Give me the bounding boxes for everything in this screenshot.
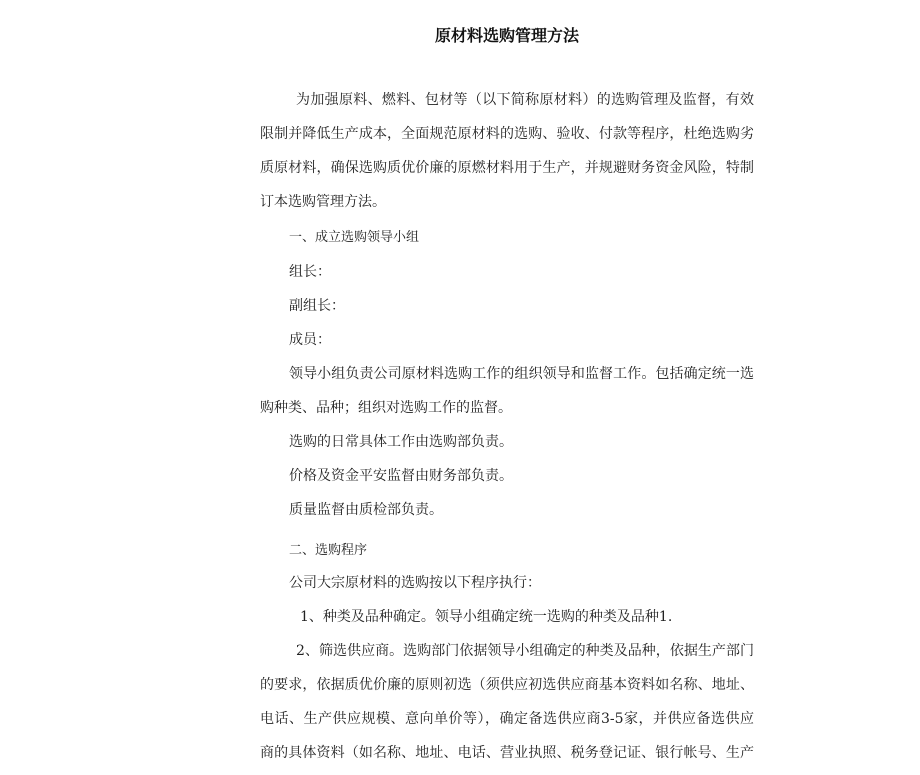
duty-line-2: 购种类、品种；组织对选购工作的监督。 bbox=[260, 400, 512, 416]
daily-line: 选购的日常具体工作由选购部负责。 bbox=[289, 434, 513, 450]
deputy-line: 副组长： bbox=[289, 298, 345, 314]
step2-line-4: 商的具体资料（如名称、地址、电话、营业执照、税务登记证、银行帐号、生产 bbox=[260, 745, 754, 761]
intro-line-1: 为加强原料、燃料、包材等（以下简称原材料）的选购管理及监督，有效 bbox=[296, 92, 754, 108]
section1-heading: 一、成立选购领导小组 bbox=[289, 230, 420, 245]
step1-line: 1、种类及品种确定。领导小组确定统一选购的种类及品种1. bbox=[300, 609, 673, 625]
duty-line-1: 领导小组负责公司原材料选购工作的组织领导和监督工作。包括确定统一选 bbox=[289, 366, 754, 382]
quality-line: 质量监督由质检部负责。 bbox=[289, 502, 443, 518]
step2-line-3: 电话、生产供应规模、意向单价等），确定备选供应商3-5家，并供应备选供应 bbox=[260, 711, 754, 727]
step2-line-1: 2、筛选供应商。选购部门依据领导小组确定的种类及品种，依据生产部门 bbox=[296, 643, 754, 659]
section2-heading: 二、选购程序 bbox=[289, 543, 368, 558]
finance-line: 价格及资金平安监督由财务部负责。 bbox=[289, 468, 513, 484]
intro-line-3: 质原材料，确保选购质优价廉的原燃材料用于生产，并规避财务资金风险，特制 bbox=[260, 160, 754, 176]
intro-line-4: 订本选购管理方法。 bbox=[260, 194, 386, 210]
procedure-intro-line: 公司大宗原材料的选购按以下程序执行： bbox=[289, 575, 541, 591]
intro-line-2: 限制并降低生产成本，全面规范原材料的选购、验收、付款等程序，杜绝选购劣 bbox=[260, 126, 754, 142]
leader-line: 组长： bbox=[289, 264, 331, 280]
members-line: 成员： bbox=[289, 332, 331, 348]
step2-line-2: 的要求，依据质优价廉的原则初选（须供应初选供应商基本资料如名称、地址、 bbox=[260, 677, 754, 693]
document-title: 原材料选购管理方法 bbox=[434, 26, 579, 45]
